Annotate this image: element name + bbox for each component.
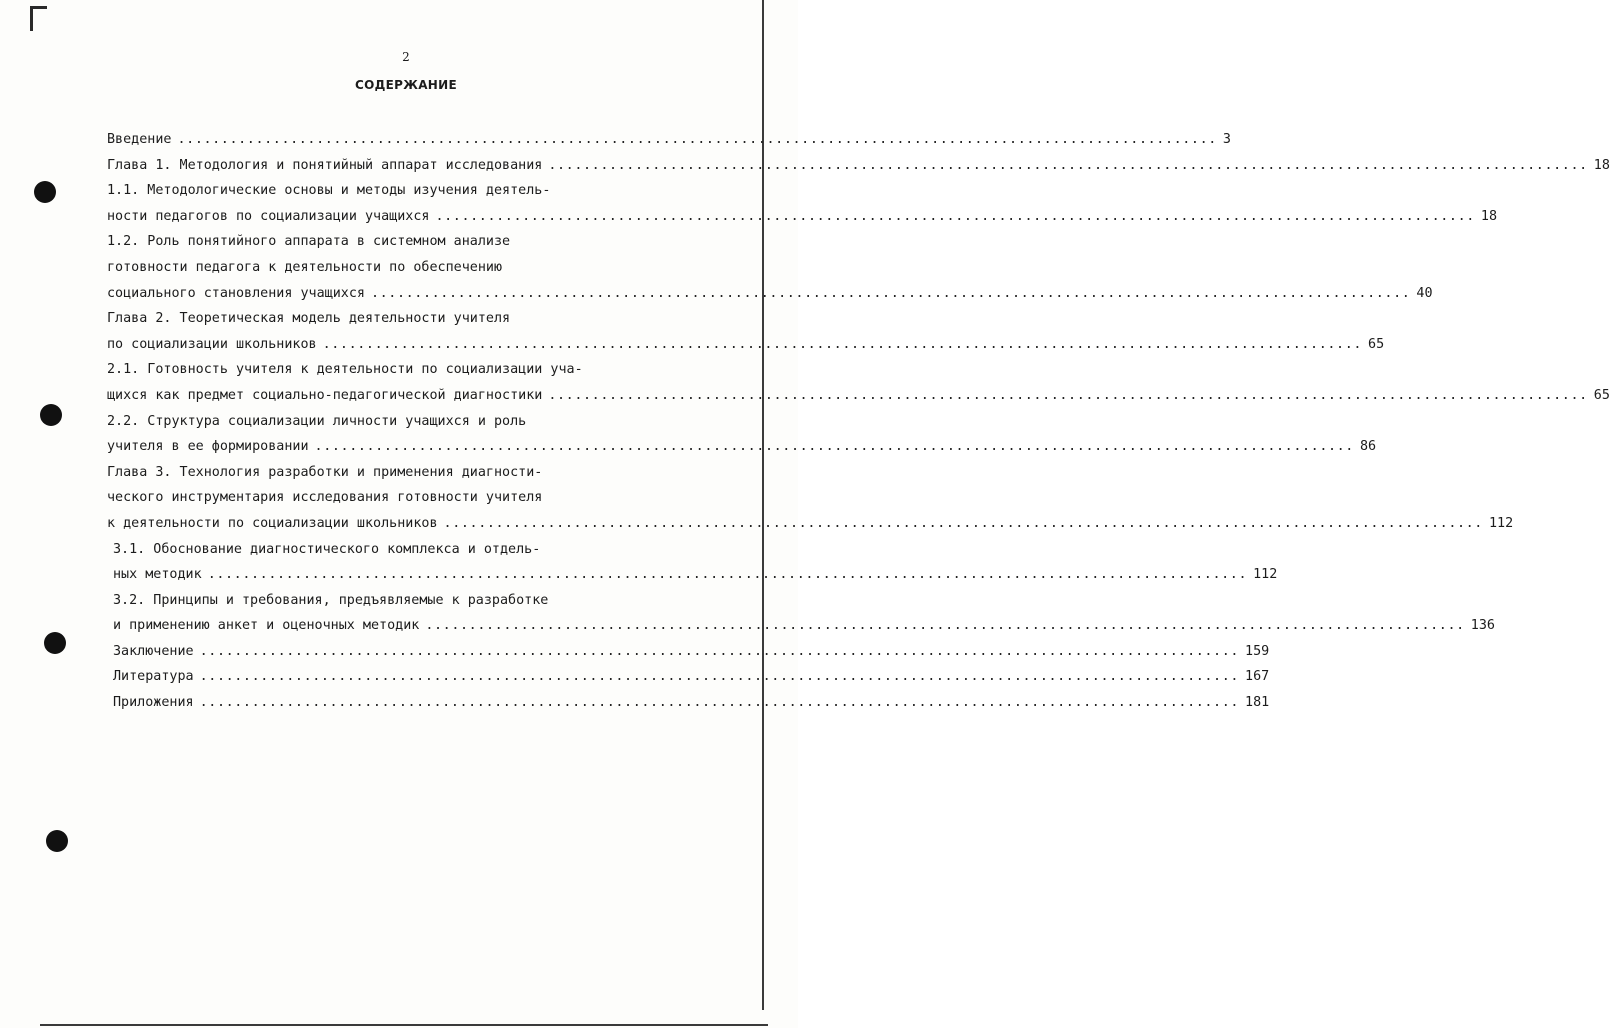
scan-bottom-edge bbox=[40, 1024, 768, 1026]
toc-entry bbox=[107, 204, 1498, 230]
punch-hole bbox=[44, 632, 66, 654]
toc-leader-dots: ........................................................................................................................ bbox=[199, 669, 1240, 685]
toc-entry-text: и применению анкет и оценочных методик bbox=[113, 618, 420, 634]
toc-entry-text: Глава 2. Теоретическая модель деятельности учителя bbox=[107, 311, 511, 327]
toc-entry-text: 2.1. Готовность учителя к деятельности по социализации уча- bbox=[107, 362, 583, 378]
toc-entry-text: ческого инструментария исследования готовности учителя bbox=[107, 490, 543, 506]
table-of-contents bbox=[107, 127, 1610, 716]
toc-entry-text: по социализации школьников bbox=[107, 336, 317, 352]
punch-hole bbox=[40, 404, 62, 426]
toc-entry bbox=[107, 178, 703, 204]
toc-leader-dots: ........................................................................................................................ bbox=[548, 157, 1588, 173]
toc-page-number: 65 bbox=[1593, 387, 1610, 403]
toc-entry-text: Глава 3. Технология разработки и применения диагности- bbox=[107, 464, 543, 480]
toc-entry bbox=[107, 306, 703, 332]
toc-entry bbox=[107, 383, 1610, 409]
toc-leader-dots: ........................................................................................................................ bbox=[425, 618, 1465, 634]
toc-entry-text: 1.1. Методологические основы и методы изучения деятель- bbox=[107, 183, 551, 199]
toc-entry bbox=[107, 511, 1514, 537]
toc-entry-text: учителя в ее формировании bbox=[107, 439, 309, 455]
toc-entry bbox=[107, 127, 1231, 153]
toc-entry bbox=[107, 357, 703, 383]
toc-entry-text: ных методик bbox=[113, 567, 202, 583]
toc-leader-dots: ........................................................................................................................ bbox=[177, 132, 1217, 147]
toc-page-number: 136 bbox=[1470, 618, 1495, 634]
toc-entry bbox=[107, 690, 1270, 716]
toc-entry bbox=[107, 332, 1385, 358]
toc-leader-dots: ........................................................................................................................ bbox=[548, 387, 1588, 403]
toc-page-number: 18 bbox=[1480, 208, 1498, 224]
toc-entry-text: социального становления учащихся bbox=[107, 285, 365, 301]
page-number: 2 bbox=[402, 50, 410, 64]
toc-entry-text: Введение bbox=[107, 132, 172, 147]
toc-entry-text: Литература bbox=[113, 669, 194, 685]
punch-hole bbox=[46, 830, 68, 852]
toc-entry bbox=[107, 485, 703, 511]
toc-leader-dots: ........................................................................................................................ bbox=[199, 643, 1240, 659]
toc-entry-text: щихся как предмет социально-педагогической диагностики bbox=[107, 387, 543, 403]
toc-entry-text: готовности педагога к деятельности по обеспечению bbox=[107, 259, 503, 275]
scan-corner-mark bbox=[30, 6, 47, 31]
toc-entry bbox=[107, 588, 703, 614]
toc-entry-text: к деятельности по социализации школьников bbox=[107, 515, 438, 531]
toc-page-number: 3 bbox=[1222, 132, 1231, 147]
toc-page-number: 167 bbox=[1245, 669, 1270, 685]
toc-entry-text: Приложения bbox=[113, 695, 194, 711]
toc-entry-text: Заключение bbox=[113, 643, 194, 659]
toc-entry bbox=[107, 613, 1495, 639]
toc-entry bbox=[107, 434, 1377, 460]
toc-entry bbox=[107, 255, 703, 281]
toc-entry bbox=[107, 409, 703, 435]
toc-leader-dots: ........................................................................................................................ bbox=[370, 285, 1411, 301]
toc-leader-dots: ........................................................................................................................ bbox=[443, 515, 1483, 531]
toc-entry-text: 3.2. Принципы и требования, предъявляемые к разработке bbox=[113, 592, 549, 608]
toc-entry bbox=[107, 460, 703, 486]
toc-page-number: 86 bbox=[1359, 439, 1377, 455]
toc-title: СОДЕРЖАНИЕ bbox=[355, 78, 457, 92]
toc-leader-dots: ........................................................................................................................ bbox=[207, 567, 1248, 583]
toc-page-number: 112 bbox=[1488, 515, 1514, 531]
toc-page-number: 181 bbox=[1245, 695, 1270, 711]
toc-entry bbox=[107, 153, 1610, 179]
toc-entry-text: 3.1. Обоснование диагностического комплекса и отдель- bbox=[113, 541, 541, 557]
toc-entry bbox=[107, 664, 1270, 690]
toc-entry bbox=[107, 562, 1278, 588]
toc-entry-text: 1.2. Роль понятийного аппарата в системном анализе bbox=[107, 234, 511, 250]
toc-page-number: 159 bbox=[1245, 643, 1270, 659]
toc-entry bbox=[107, 537, 703, 563]
toc-entry bbox=[107, 281, 1433, 307]
toc-leader-dots: ........................................................................................................................ bbox=[322, 336, 1363, 352]
toc-entry-text: ности педагогов по социализации учащихся bbox=[107, 208, 430, 224]
toc-page-number: 18 bbox=[1593, 157, 1610, 173]
toc-leader-dots: ........................................................................................................................ bbox=[199, 695, 1240, 711]
toc-entry bbox=[107, 639, 1270, 665]
toc-page-number: 40 bbox=[1416, 285, 1433, 301]
punch-hole bbox=[34, 181, 56, 203]
toc-entry-text: 2.2. Структура социализации личности учащихся и роль bbox=[107, 413, 527, 429]
toc-leader-dots: ........................................................................................................................ bbox=[435, 208, 1475, 224]
toc-entry-text: Глава 1. Методология и понятийный аппарат исследования bbox=[107, 157, 543, 173]
toc-entry bbox=[107, 229, 703, 255]
toc-leader-dots: ........................................................................................................................ bbox=[314, 439, 1354, 455]
toc-page-number: 112 bbox=[1253, 567, 1278, 583]
toc-page-number: 65 bbox=[1368, 336, 1385, 352]
